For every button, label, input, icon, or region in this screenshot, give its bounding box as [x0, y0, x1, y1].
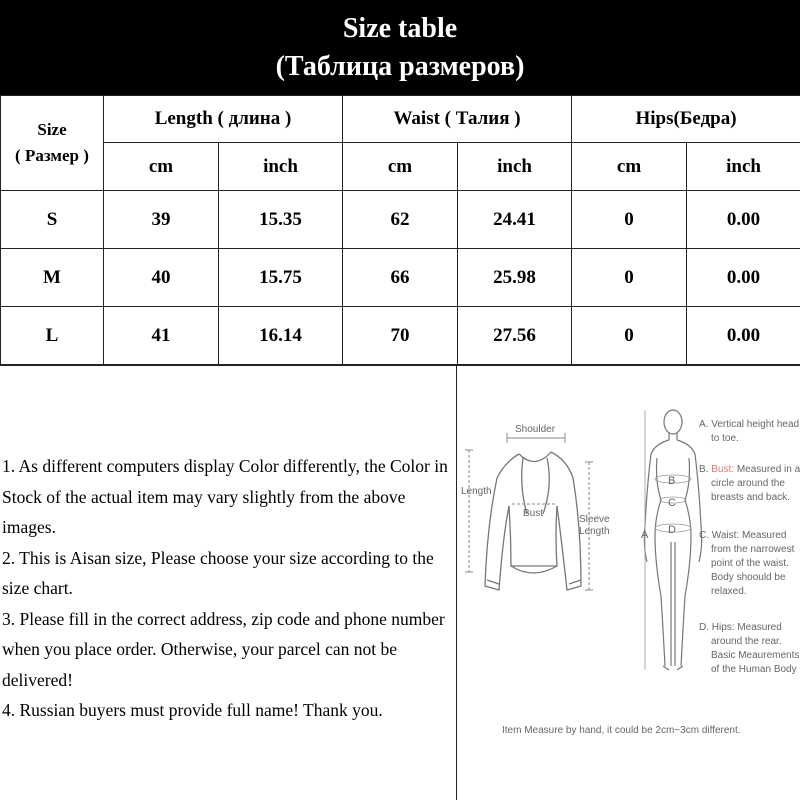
garment-sketch-icon — [485, 452, 581, 590]
size-cell: M — [1, 249, 104, 307]
hips-inch-header: inch — [687, 143, 800, 191]
measurement-diagram — [457, 366, 800, 800]
shoulder-label: Shoulder — [515, 424, 556, 435]
table-cell: 41 — [104, 307, 219, 365]
size-cell: S — [1, 191, 104, 249]
table-cell: 16.14 — [219, 307, 343, 365]
table-cell: 0.00 — [687, 307, 800, 365]
point-c-label: C — [668, 497, 676, 509]
legend-d-1: D. Hips: Measured — [699, 622, 782, 633]
size-cell: L — [1, 307, 104, 365]
note-item: 2. This is Aisan size, Please choose your size according to the size chart. — [2, 547, 434, 598]
hips-cm-header: cm — [572, 143, 687, 191]
legend-c-4: Body shoould be — [711, 572, 786, 583]
table-cell: 0.00 — [687, 249, 800, 307]
point-d-label: D — [668, 524, 676, 536]
note-item: 1. As different computers display Color differently, the Color in Stock of the actual item may vary slightly from the above images. — [2, 456, 448, 537]
header-title: Size table — [342, 13, 458, 44]
table-cell: 25.98 — [458, 249, 572, 307]
size-table-header — [0, 0, 800, 95]
waist-cm-header: cm — [343, 143, 458, 191]
point-b-label: B — [668, 475, 676, 487]
legend-b-key: Bust: — [711, 464, 735, 475]
size-header-ru: ( Размер ) — [15, 146, 89, 165]
table-cell: 66 — [343, 249, 458, 307]
legend-d-3: Basic Meaurements — [711, 650, 800, 661]
legend-b-rest: Measured in a — [736, 464, 800, 475]
legend-c-2: from the narrowest — [711, 544, 795, 555]
legend-c-1: C. Waist: Measured — [699, 530, 787, 541]
legend-b-1 — [699, 464, 800, 475]
legend-b-prefix: B. — [699, 464, 709, 475]
hips-group-header: Hips(Бедра) — [572, 96, 800, 143]
figure-measure-lines — [645, 410, 691, 670]
table-cell: 0 — [572, 307, 687, 365]
legend-d-4: of the Human Body — [711, 664, 797, 675]
table-cell: 24.41 — [458, 191, 572, 249]
legend-c-3: point of the waist. — [711, 558, 789, 569]
legend-b-2: circle around the — [711, 478, 785, 489]
point-a-label: A — [641, 529, 649, 541]
table-cell: 39 — [104, 191, 219, 249]
table-cell: 0.00 — [687, 191, 800, 249]
header-subtitle: (Таблица размеров) — [275, 51, 525, 82]
table-cell: 40 — [104, 249, 219, 307]
measurement-legend — [699, 419, 800, 675]
legend-d-2: around the rear. — [711, 636, 782, 647]
waist-group-header: Waist ( Талия ) — [343, 96, 572, 143]
table-row — [1, 191, 800, 249]
table-cell: 0 — [572, 191, 687, 249]
notes-list — [2, 451, 454, 726]
table-cell: 62 — [343, 191, 458, 249]
info-section — [0, 365, 800, 800]
table-cell: 0 — [572, 249, 687, 307]
human-figure-icon — [644, 410, 701, 670]
table-row — [1, 249, 800, 307]
note-item: 4. Russian buyers must provide full name! Thank you. — [2, 700, 383, 720]
length-label: Length — [461, 486, 492, 497]
size-table — [0, 95, 800, 365]
note-item: 3. Please fill in the correct address, zip code and phone number when you place order. Otherwise, your parcel can not be delivered! — [2, 608, 445, 690]
table-cell: 15.35 — [219, 191, 343, 249]
waist-inch-header: inch — [458, 143, 572, 191]
size-header-en: Size — [37, 120, 67, 139]
length-inch-header: inch — [219, 143, 343, 191]
measure-footer-note: Item Measure by hand, it could be 2cm~3cm different. — [502, 725, 741, 736]
legend-a-2: to toe. — [711, 433, 739, 444]
table-cell: 70 — [343, 307, 458, 365]
table-cell: 27.56 — [458, 307, 572, 365]
measurement-guide — [456, 366, 800, 800]
sleeve-label-2: Length — [579, 526, 610, 537]
length-cm-header: cm — [104, 143, 219, 191]
size-column-header — [1, 96, 104, 191]
legend-c-5: relaxed. — [711, 586, 747, 597]
sleeve-label-1: Sleeve — [579, 514, 610, 525]
legend-a-1: A. Vertical height head — [699, 419, 800, 430]
length-group-header: Length ( длина ) — [104, 96, 343, 143]
table-cell: 15.75 — [219, 249, 343, 307]
bust-label: Bust — [523, 508, 544, 519]
table-row — [1, 307, 800, 365]
legend-b-3: breasts and back. — [711, 492, 790, 503]
